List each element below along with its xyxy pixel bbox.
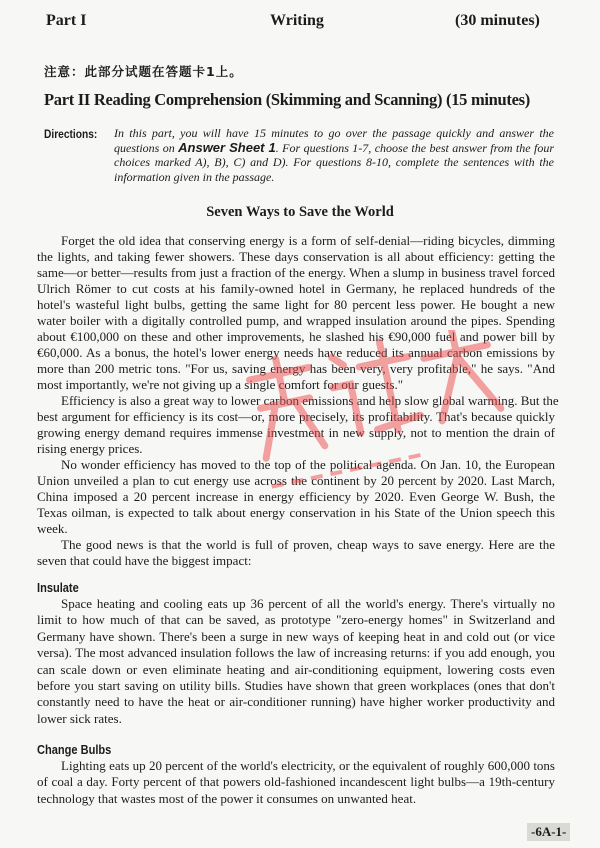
text-line: limit to how much of that can be saved, as prototype "zero-energy homes" in Switzerland and: [37, 612, 555, 628]
directions-text: [114, 126, 554, 184]
text-line: most importantly, we're not giving up a single comfort for our guests.": [37, 377, 404, 392]
section-heading: Insulate: [37, 580, 79, 595]
directions-label: Directions:: [44, 127, 98, 141]
text-line: lower sick rates.: [37, 710, 122, 726]
text-line: of coal a day. Forty percent of that powers old-fashioned incandescent light bulbs—a 19th-century: [37, 774, 555, 790]
time-limit: (30 minutes): [455, 12, 540, 29]
section-heading: Change Bulbs: [37, 742, 112, 757]
text-line: Ulrich Römer to cut costs at his family-owned hotel in Germany, he replaced hundreds of the: [37, 281, 555, 296]
part2-title: Part II Reading Comprehension (Skimming and Scanning) (15 minutes): [44, 90, 530, 109]
text-line: technology that wastes most of the power it consumes on unwanted heat.: [37, 790, 417, 806]
text-line: seven that could have the biggest impact:: [37, 553, 252, 568]
text-line: best argument for efficiency is its cost—or, more precisely, its profitability. That's because quickly: [37, 409, 555, 424]
text-line: about €100,000 on these and other improvements, he slashed his €90,000 fuel and power bill by: [37, 329, 555, 344]
text-line: Lighting eats up 20 percent of the world's electricity, or the equivalent of roughly 600,000 tons: [61, 758, 555, 773]
text-line: Forget the old idea that conserving energy is a form of self-denial—riding bicycles, dimming: [61, 233, 555, 248]
article-title: Seven Ways to Save the World: [206, 204, 394, 220]
text-line: Germany have shown. There's been a surge in new ways of keeping heat in and cold out (or vice: [37, 628, 555, 644]
text-line: hotel's wasteful light bulbs, getting the same light for 80 percent less power. He bought a new: [37, 297, 555, 312]
section-insulate: [37, 580, 555, 727]
text-line: constantly need to have the heat or air-conditioner running) have higher worker productivity and: [37, 694, 555, 710]
text-line: versa). The most advanced insulation follows the law of increasing returns: if you add enough, you: [37, 645, 555, 661]
section-change-bulbs: [37, 742, 555, 807]
directions-text-before: In this part, you will have 15 minutes to go over the passage quickly and answer the questions on: [114, 126, 554, 155]
text-line: The good news is that the world is full of proven, cheap ways to save energy. Here are the: [61, 537, 555, 552]
intro-paragraphs: [37, 233, 559, 569]
answer-sheet-note: 注意：此部分试题在答题卡1上。: [44, 64, 243, 79]
text-line: rising energy prices.: [37, 441, 143, 456]
directions-text-after: . For questions 1-7, choose the best answer from the four choices marked A), B), C) and D). For questions 8-10, complete the sentences with the information given in the passage.: [114, 140, 554, 184]
text-line: €60,000. As a bonus, the hotel's lower energy needs have reduced its annual carbon emissions by: [37, 345, 555, 360]
text-line: more than 200 metric tons. "For us, saving energy has been very, very profitable," he says. "And: [37, 361, 555, 376]
text-line: Texas oilman, is expected to talk about energy conservation in his State of the Union speech this: [37, 505, 555, 520]
text-line: Union unveiled a plan to cut energy use across the continent by 20 percent by 2020. Last March,: [37, 473, 555, 488]
part-label: Part I: [46, 12, 87, 29]
text-line: can scale down or even eliminate heating and air-conditioning equipment, lowering costs even: [37, 661, 555, 677]
text-line: Space heating and cooling eats up 36 percent of all the world's energy. There's virtually no: [61, 596, 555, 611]
text-line: the lights, and taking fewer showers. These days conservation is all about efficiency: getting the: [37, 249, 555, 264]
text-line: China imposed a 20 percent increase in energy efficiency by 2020. Even George W. Bush, the: [37, 489, 555, 504]
answer-sheet-reference: Answer Sheet 1: [178, 139, 276, 155]
text-line: growing energy demand requires immense investment in new supply, not to mention the drain of: [37, 425, 555, 440]
text-line: water boiler with a digitally controlled pump, and wrapped insulation around the pipes. Spending: [37, 313, 555, 328]
section-title: Writing: [270, 12, 324, 29]
text-line: before you start saving on utility bills. Studies have shown that green workplaces (ones that don't: [37, 677, 555, 693]
page-number: -6A-1-: [527, 823, 570, 841]
text-line: same—or better—results from just a fraction of the energy. When a slump in business travel forced: [37, 265, 555, 280]
text-line: Efficiency is also a great way to lower carbon emissions and help slow global warming. But the: [61, 393, 559, 408]
text-line: No wonder efficiency has moved to the top of the political agenda. On Jan. 10, the European: [61, 457, 555, 472]
text-line: week.: [37, 521, 68, 536]
